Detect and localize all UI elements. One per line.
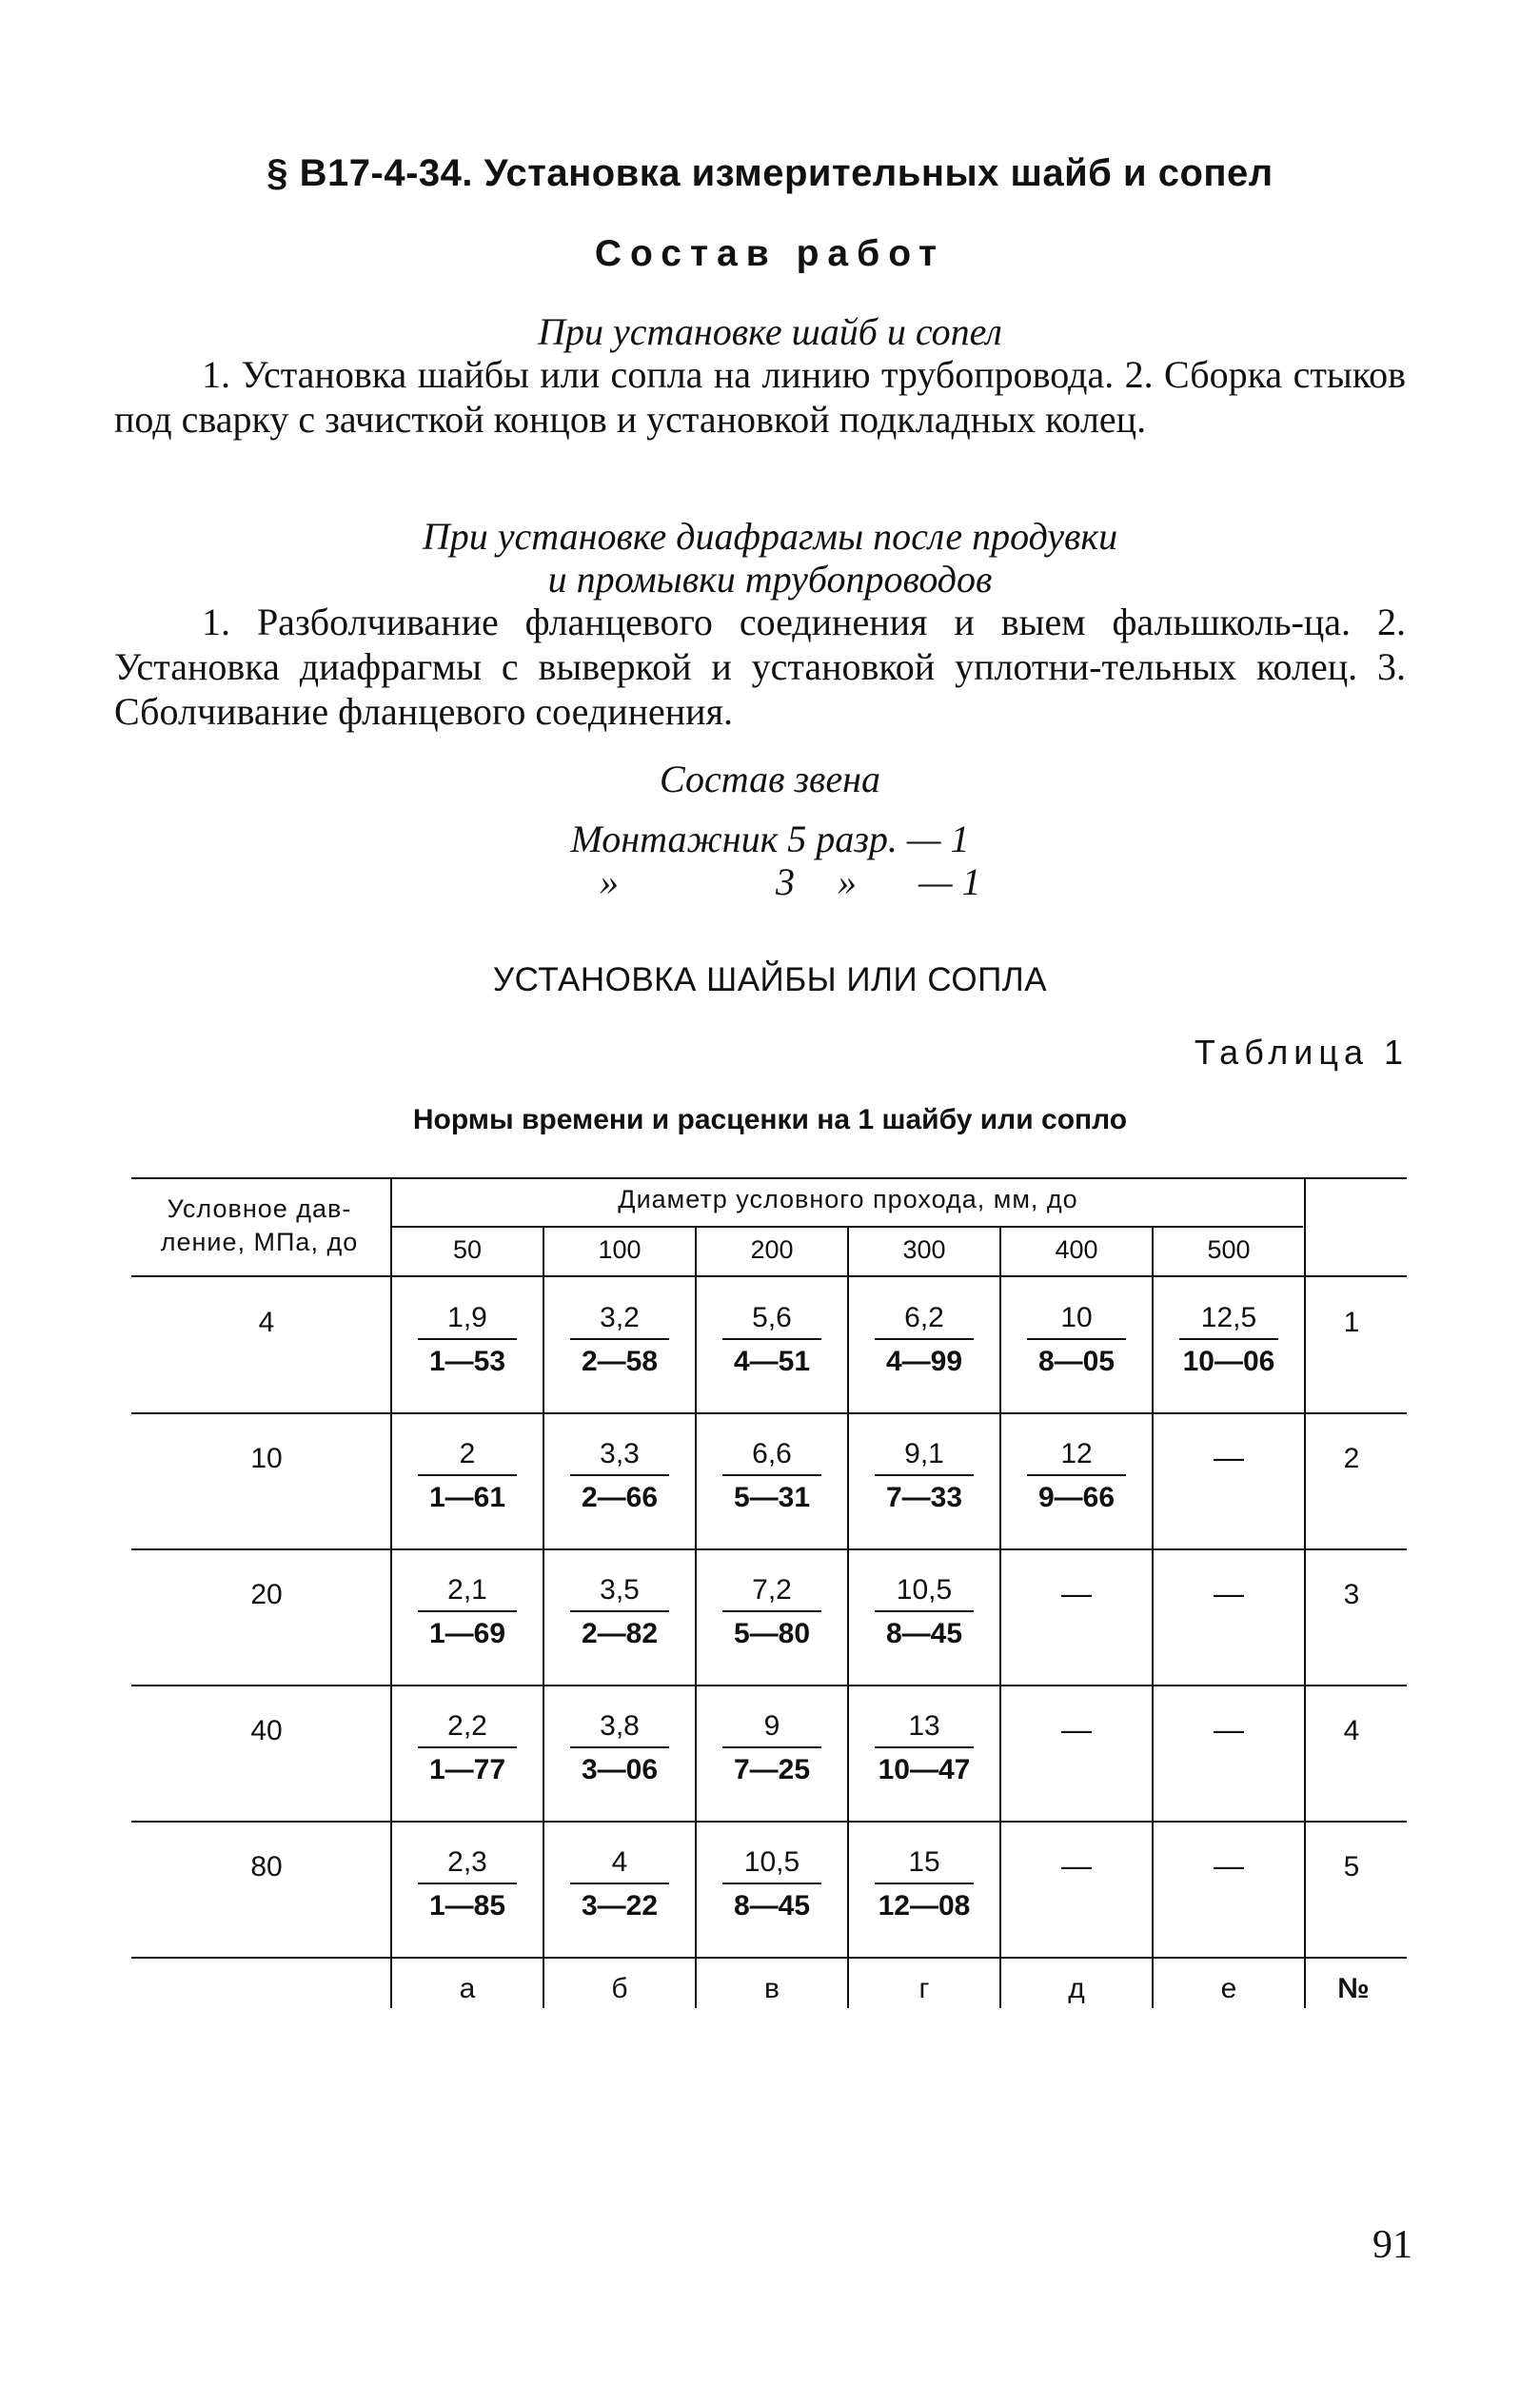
table-label: Таблица 1 <box>1194 1033 1409 1072</box>
price: 5—80 <box>733 1618 811 1649</box>
column-letter: а <box>459 1973 476 2004</box>
fraction-bar <box>418 1746 517 1748</box>
diameter-col-header: 50 <box>452 1235 483 1264</box>
fraction-bar <box>722 1474 821 1476</box>
time-norm: 6,6 <box>752 1438 792 1469</box>
row-divider <box>131 1685 1407 1686</box>
fraction-bar <box>570 1883 669 1884</box>
subheading: УСТАНОВКА ШАЙБЫ ИЛИ СОПЛА <box>492 961 1048 998</box>
fraction-bar <box>570 1610 669 1612</box>
row-number: 1 <box>1343 1307 1360 1338</box>
time-norm: 3,8 <box>600 1710 640 1742</box>
price: 5—31 <box>733 1482 811 1513</box>
header-bottom-rule <box>131 1275 1407 1277</box>
time-norm: 10,5 <box>743 1846 800 1878</box>
crew-line1: Монтажник 5 разр. — 1 <box>570 818 970 860</box>
column-letter: г <box>918 1973 930 2004</box>
norm-cell <box>392 1302 543 1378</box>
row-number: 4 <box>1343 1715 1360 1746</box>
column-letter: в <box>764 1973 780 2004</box>
empty-cell-dash: — <box>1214 1712 1244 1746</box>
price: 1—85 <box>428 1890 506 1922</box>
time-norm: 4 <box>611 1846 628 1878</box>
empty-cell-dash: — <box>1061 1848 1092 1883</box>
norm-cell <box>392 1710 543 1786</box>
time-norm: 10,5 <box>896 1574 953 1606</box>
empty-cell-dash: — <box>1061 1576 1092 1610</box>
row-pressure: 4 <box>258 1307 275 1338</box>
row-number: 3 <box>1343 1579 1360 1610</box>
column-letter: е <box>1220 1973 1237 2004</box>
time-norm: 7,2 <box>752 1574 792 1606</box>
section-heading: § В17-4-34. Установка измерительных шайб и сопел <box>267 152 1273 194</box>
time-norm: 1,9 <box>447 1302 487 1333</box>
page-number: 91 <box>1372 2223 1412 2267</box>
row-number: 5 <box>1343 1851 1360 1883</box>
fraction-bar <box>418 1883 517 1884</box>
price: 12—08 <box>878 1890 971 1922</box>
fraction-bar <box>570 1338 669 1340</box>
diameter-col-header: 100 <box>598 1235 642 1264</box>
diameter-col-header: 500 <box>1207 1235 1251 1264</box>
table-bottom-rule <box>131 1957 1407 1959</box>
fraction-bar <box>722 1746 821 1748</box>
price: 1—53 <box>428 1346 506 1377</box>
time-norm: 9 <box>763 1710 780 1742</box>
fraction-bar <box>875 1746 974 1748</box>
diameter-col-header: 200 <box>750 1235 794 1264</box>
column-letter: б <box>611 1973 628 2004</box>
crew-line2-quote2: » <box>838 860 857 903</box>
fraction-bar <box>418 1610 517 1612</box>
price: 4—99 <box>885 1346 963 1377</box>
fraction-bar <box>418 1474 517 1476</box>
diameter-col-header: 400 <box>1055 1235 1098 1264</box>
norm-cell <box>392 1846 543 1922</box>
price: 2—82 <box>581 1618 659 1649</box>
price: 2—58 <box>581 1346 659 1377</box>
time-norm: 3,3 <box>600 1438 640 1469</box>
crew-line2-quote1: » <box>600 860 619 903</box>
time-norm: 2,2 <box>447 1710 487 1742</box>
section2-title-line2: и промывки трубопроводов <box>547 558 993 601</box>
time-norm: 2,1 <box>447 1574 487 1606</box>
fraction-bar <box>722 1883 821 1884</box>
price: 2—66 <box>581 1482 659 1513</box>
time-norm: 6,2 <box>904 1302 944 1333</box>
norm-cell <box>392 1438 543 1514</box>
price: 10—06 <box>1182 1346 1275 1377</box>
fraction-bar <box>1179 1338 1278 1340</box>
crew-line2-grade: 3 <box>776 860 795 903</box>
norm-cell <box>697 1574 847 1650</box>
diameter-col-header: 300 <box>902 1235 946 1264</box>
norm-cell <box>697 1302 847 1378</box>
row-pressure: 80 <box>250 1851 283 1883</box>
price: 1—69 <box>428 1618 506 1649</box>
norm-cell <box>1154 1302 1304 1378</box>
fraction-bar <box>570 1746 669 1748</box>
empty-cell-dash: — <box>1214 1440 1244 1474</box>
row-divider <box>131 1821 1407 1823</box>
fraction-bar <box>875 1338 974 1340</box>
header-pressure-line2: ление, МПа, до <box>160 1228 359 1256</box>
row-pressure: 20 <box>250 1579 283 1610</box>
norm-cell <box>392 1574 543 1650</box>
norm-cell <box>544 1302 695 1378</box>
norm-cell <box>544 1574 695 1650</box>
empty-cell-dash: — <box>1061 1712 1092 1746</box>
time-norm: 2,3 <box>447 1846 487 1878</box>
section2-text: 1. Разболчивание фланцевого соединения и выем фальшколь-ца. 2. Установка диафрагмы с выверкой и установкой уплотни-тельных колец. 3. Сболчивание фланцевого соединения. <box>114 601 1406 733</box>
norm-cell <box>849 1846 999 1922</box>
empty-cell-dash: — <box>1214 1576 1244 1610</box>
price: 8—45 <box>885 1618 963 1649</box>
time-norm: 15 <box>908 1846 940 1878</box>
price: 9—66 <box>1037 1482 1116 1513</box>
norm-cell <box>697 1710 847 1786</box>
price: 8—05 <box>1037 1346 1116 1377</box>
price: 4—51 <box>733 1346 811 1377</box>
fraction-bar <box>875 1610 974 1612</box>
section1-title: При установке шайб и сопел <box>538 310 1002 353</box>
fraction-bar <box>418 1338 517 1340</box>
header-diameter-span: Диаметр условного прохода, мм, до <box>618 1185 1078 1213</box>
price: 10—47 <box>878 1754 971 1785</box>
norm-cell <box>1001 1302 1152 1378</box>
row-number-label: № <box>1337 1973 1370 2004</box>
norm-cell <box>849 1710 999 1786</box>
price: 1—61 <box>428 1482 506 1513</box>
time-norm: 12,5 <box>1200 1302 1257 1333</box>
fraction-bar <box>722 1610 821 1612</box>
table-top-rule <box>131 1177 1407 1179</box>
fraction-bar <box>570 1474 669 1476</box>
price: 1—77 <box>428 1754 506 1785</box>
price: 3—06 <box>581 1754 659 1785</box>
row-number: 2 <box>1343 1443 1360 1474</box>
norm-cell <box>849 1574 999 1650</box>
column-letter: д <box>1068 1973 1085 2004</box>
time-norm: 12 <box>1060 1438 1093 1469</box>
table-title: Нормы времени и расценки на 1 шайбу или сопло <box>412 1104 1128 1135</box>
price: 7—33 <box>885 1482 963 1513</box>
header-pressure-line1: Условное дав- <box>167 1194 352 1223</box>
fraction-bar <box>1027 1338 1126 1340</box>
row-divider <box>131 1412 1407 1414</box>
empty-cell-dash: — <box>1214 1848 1244 1883</box>
time-norm: 5,6 <box>752 1302 792 1333</box>
fraction-bar <box>875 1474 974 1476</box>
price: 7—25 <box>733 1754 811 1785</box>
norm-cell <box>849 1302 999 1378</box>
norm-cell <box>697 1846 847 1922</box>
work-composition-title: Состав работ <box>594 233 946 274</box>
norm-cell <box>544 1710 695 1786</box>
time-norm: 2 <box>459 1438 476 1469</box>
crew-title: Состав звена <box>659 758 880 800</box>
row-pressure: 10 <box>250 1443 283 1474</box>
section2-title-line1: При установке диафрагмы после продувки <box>422 515 1118 558</box>
section1-text: 1. Установка шайбы или сопла на линию трубопровода. 2. Сборка стыков под сварку с зачисткой концов и установкой подкладных колец. <box>114 353 1406 441</box>
price: 8—45 <box>733 1890 811 1922</box>
fraction-bar <box>722 1338 821 1340</box>
fraction-bar <box>1027 1474 1126 1476</box>
time-norm: 13 <box>908 1710 940 1742</box>
row-divider <box>131 1548 1407 1550</box>
price: 3—22 <box>581 1890 659 1922</box>
crew-line2-count: — 1 <box>918 860 981 903</box>
norm-cell <box>1001 1438 1152 1514</box>
norm-cell <box>849 1438 999 1514</box>
row-pressure: 40 <box>250 1715 283 1746</box>
time-norm: 9,1 <box>904 1438 944 1469</box>
time-norm: 3,2 <box>600 1302 640 1333</box>
norm-cell <box>544 1846 695 1922</box>
norm-cell <box>697 1438 847 1514</box>
fraction-bar <box>875 1883 974 1884</box>
time-norm: 3,5 <box>600 1574 640 1606</box>
time-norm: 10 <box>1060 1302 1093 1333</box>
norm-cell <box>544 1438 695 1514</box>
